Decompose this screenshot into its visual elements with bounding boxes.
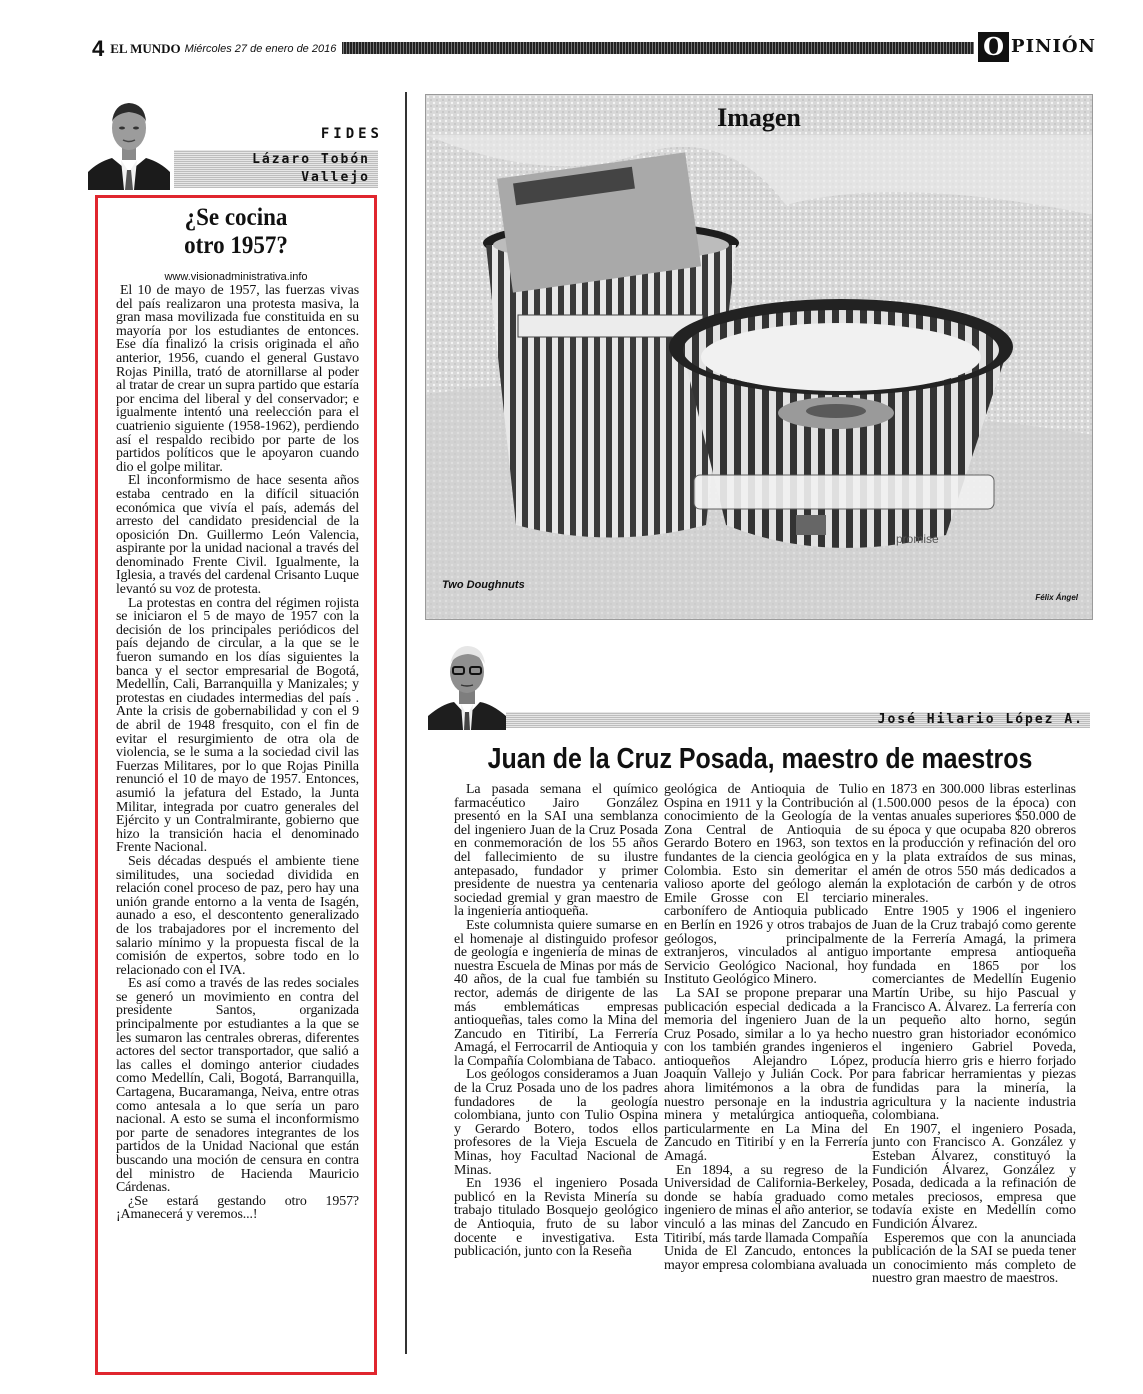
- article-body: [98, 284, 374, 1222]
- author-name-line1: Lázaro Tobón: [252, 152, 370, 167]
- newspaper-name: EL MUNDO: [110, 41, 181, 56]
- paragraph: Esperemos que con la anunciada publicación de la SAI se pueda tener un conocimiento más completo de nuestro gran maestro de maestros.: [872, 1230, 1076, 1287]
- paragraph: En 1894, a su regreso de la Universidad de California-Berkeley, donde se había graduado como ingeniero de minas el año anterior, se vinculó a las minas del Zancudo en Titiribí, más tarde llamada Compañía Unida de El Zancudo, entonces la mayor empresa colombiana avaluada: [664, 1162, 868, 1273]
- author-name-line2: Vallejo: [301, 170, 370, 185]
- paragraph: La SAI se propone preparar una publicación especial dedicada a la memoria del ingeniero Juan de la Cruz Posado, similar a lo ya hecho con los también grandes ingenieros antioqueños Alejandro López, Joaquín Vallejo y Julián Cock. Por ahora limitémonos a la obra de nuestro personaje en la industria minera y metalúrgica antioqueña, particularmente en La Mina del Zancudo en Titiribí y en la Ferrería Amagá.: [664, 985, 868, 1165]
- paragraph: Entre 1905 y 1906 el ingeniero Juan de la Cruz trabajó como gerente de la Ferrería Amagá, la primera importante empresa antioqueña fundada en 1865 por los comerciantes de Medellín Eugenio Martín Uribe, su hijo Pascual y Francisco A. Álvarez. La ferrería con un pequeño alto horno, según nuestro gran historiador económico el ingeniero Gabriel Poveda, producía hierro gris e hierro forjado para fabricar herramientas y piezas fundidas para la minería, la agricultura y la naciente industria colombiana.: [872, 904, 1076, 1124]
- paragraph: ¿Se estará gestando otro 1957? ¡Amanecerá y veremos...!: [116, 1193, 359, 1223]
- article-column-2: [664, 783, 868, 1272]
- paragraph: Seis décadas después el ambiente tiene similitudes, una sociedad dividida en relación conel proceso de paz, pero hay una unión grande entorno a la venta de Isagén, aunado a eso, el descontento generalizado de los trabajadores por el incremento del salario mínimo y la propuesta fiscal de la comisión de expertos, sobre todo en lo relacionado con el IVA.: [116, 853, 359, 978]
- title-line-1: ¿Se cocina: [184, 204, 288, 231]
- article-column-1: [454, 783, 658, 1259]
- page-number: 4: [92, 36, 105, 61]
- header-info: [92, 36, 342, 60]
- author-name: José Hilario López A.: [877, 712, 1084, 727]
- paragraph: El inconformismo de hace sesenta años estaba centrado en la difícil situación económica que vivía el país, además del arresto del candidato presidencial de la oposición Dn. Guillermo León Valencia, aspirante por la unidad nacional a través del denominado Frente Civil. Igualmente, la Iglesia, a través del cardenal Crisanto Luque levantó su voz de protesta.: [116, 473, 359, 598]
- column-divider: [405, 92, 407, 1354]
- paragraph: Este columnista quiere sumarse en el homenaje al distinguido profesor de geología e ingeniería de minas de nuestra Escuela de Minas por más de 40 años, de la cual fue también su rector, además de dirigente de las más emblemáticas empresas antioqueñas, tales como la Mina del Zancudo en Titiribí, La Ferrería Amagá, el Ferrocarril de Antioquia y la Compañía Colombiana de Tabaco.: [454, 917, 658, 1069]
- trash-bins-photo: [426, 95, 1093, 620]
- section-rest: PINIÓN: [1011, 36, 1096, 57]
- author-website: www.visionadministrativa.info: [164, 271, 308, 283]
- article-column-3: [872, 783, 1076, 1286]
- author-byline-bar: [506, 712, 1090, 728]
- page-header: [92, 32, 1096, 62]
- image-caption: Two Doughnuts: [442, 579, 525, 591]
- paragraph: En 1907, el ingeniero Posada, junto con Francisco A. González y Esteban Álvarez, constituyó la Fundición Álvarez, González y Posada, dedicada a la refinación de metales preciosos, empresa que todavía existe en Medellín como Fundición Álvarez.: [872, 1121, 1076, 1232]
- feature-image-box: [425, 94, 1093, 620]
- author-photo-lopez: [428, 638, 506, 730]
- issue-date: Miércoles 27 de enero de 2016: [184, 43, 337, 55]
- paragraph: En 1936 el ingeniero Posada publicó en la Revista Minería su trabajo titulado Bosquejo geológico de Antioquia, fruto de su labor docente e investigativa. Esta publicación, junto con la Reseña: [454, 1176, 658, 1260]
- paragraph: Los geólogos consideramos a Juan de la Cruz Posada uno de los padres fundadores de la geología colombiana, junto con Tulio Ospina y Gerardo Botero, todos ellos profesores de la Vieja Escuela de Minas, hoy Facultad Nacional de Minas.: [454, 1067, 658, 1178]
- paragraph: en 1873 en 300.000 libras esterlinas (1.500.000 pesos de la época) con ventas anuales superiores $50.000 de su época y que ocupaba 820 obreros en la producción y refinación del oro y la plata extraídos de sus minas, amén de otros 550 más dedicados a la explotación de carbón y de otros minerales.: [872, 782, 1076, 906]
- section-initial: O: [978, 32, 1009, 62]
- feature-heading: Imagen: [717, 103, 801, 132]
- image-credit: Félix Ángel: [1035, 593, 1078, 602]
- article-title: [109, 204, 363, 260]
- author-photo-fides: [88, 92, 170, 190]
- paragraph: Es así como a través de las redes sociales se generó un movimiento en contra del presidente Santos, organizada principalmente por estudiantes a la que se les sumaron las centrales obreras, diferentes actores del sector transportador, que salió a las calles el domingo anterior ciudades como Medellín, Cali, Bogotá, Barranquilla, Cartagena, Bucaramanga, Neiva, entre otras como antesala a lo que sería un paro nacional. A esto se suma el inconformismo por parte de senadores integrantes de los partidos de la Unidad Nacional que están buscando una moción de censura en contra del ministro de Hacienda Mauricio Cárdenas.: [116, 976, 359, 1196]
- paragraph: geológica de Antioquia de Tulio Ospina en 1911 y la Contribución al conocimiento de la Geología de la Zona Central de Antioquia de Gerardo Botero en 1963, son textos fundantes de la ciencia geológica en Colombia. Esto sin demeritar el valioso aporte del geólogo alemán Emile Grosse con El terciario carbonífero de Antioquia publicado en Berlín en 1926 y otros trabajos de geólogos, principalmente extranjeros, vinculados al antiguo Servicio Geológico Nacional, hoy Instituto Geológico Minero.: [664, 782, 868, 988]
- paragraph: El 10 de mayo de 1957, las fuerzas vivas del país realizaron una protesta masiva, la gran masa movilizada fue constituida en su mayoría por los estudiantes de entonces. Ese día finalizó la crisis originada el año anterior, 1956, cuando el general Gustavo Rojas Pinilla, trató de atornillarse al poder al tratar de crear un supra partido que estaría por encima del liberal y del conservador; e igualmente intentó una reelección para el cuatrienio siguiente (1958-1962), perdiendo así el respaldo recibido por parte de los partidos políticos que le apoyaron cuando dio el golpe militar.: [116, 283, 359, 475]
- section-label: [974, 32, 1096, 62]
- bin-print-text: promise: [896, 532, 939, 546]
- highlighted-article: [95, 195, 377, 1375]
- title-line-2: otro 1957?: [184, 232, 288, 259]
- author-byline-fides: [174, 150, 378, 188]
- column-kicker: FIDES: [320, 126, 383, 142]
- paragraph: La protestas en contra del régimen rojista se iniciaron el 5 de mayo de 1957 con la decisión de los principales periódicos del país dejando de circular, a la que se le fueron sumando en los días siguientes la banca y el sector empresarial de Bogotá, Medellín, Cali, Barranquilla y Manizales; y protestas en ciudades intermedias del país . Ante la crisis de gobernabilidad y con el 9 de abril de 1948 fresquito, con el fin de evitar el resurgimiento de otra ola de violencia, se le suma a la sociedad civil las Fuerzas Militares, por lo que Rojas Pinilla renunció el 10 de mayo de 1957. Entonces, asumió la jefatura del Estado, la Junta Militar, integrada por cuatro generales del Ejército y un Contralmirante, gobierno que hizo la transición hacia el denominado Frente Nacional.: [116, 595, 359, 856]
- article-title: Juan de la Cruz Posada, maestro de maestros: [487, 743, 1033, 775]
- paragraph: La pasada semana el químico farmacéutico Jairo González presentó en la SAI una semblanza del ingeniero Juan de la Cruz Posada en conmemoración de los 55 años del fallecimiento de su ilustre antepasado, fundador y primer presidente de nuestra ya centenaria sociedad gremial y gran maestro de la ingeniería antioqueña.: [454, 782, 658, 920]
